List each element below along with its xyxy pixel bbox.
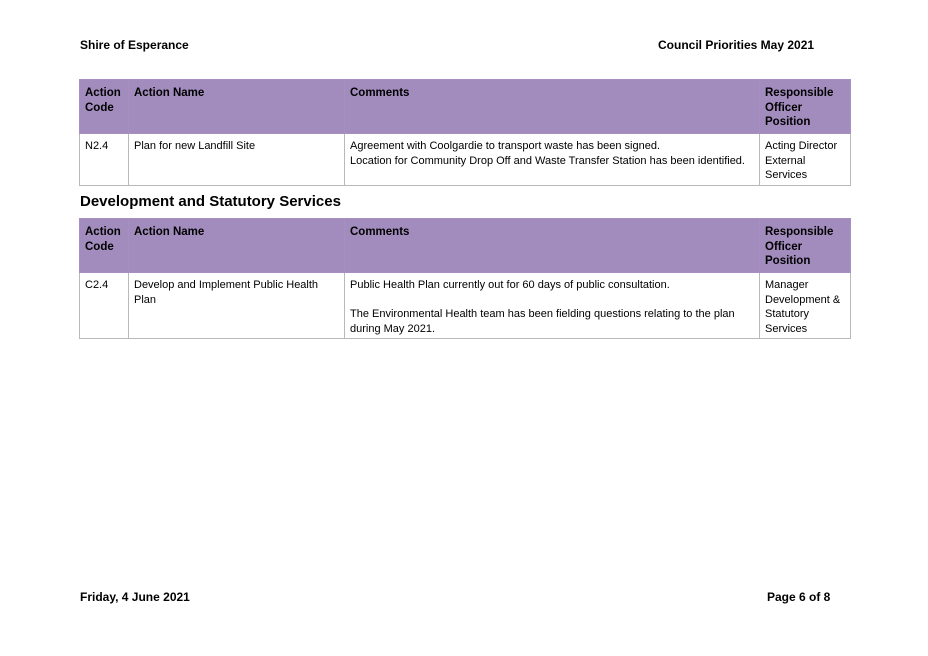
- table-header-row: [80, 219, 851, 273]
- comments-cell: [345, 273, 760, 339]
- footer-page-number: Page 6 of 8: [767, 590, 831, 604]
- comment-spacer: [350, 293, 754, 308]
- column-header-responsible-officer: Responsible Officer Position: [760, 80, 851, 134]
- column-header-responsible-officer: Responsible Officer Position: [760, 219, 851, 273]
- action-code-cell: N2.4: [80, 134, 129, 186]
- table-row: [80, 273, 851, 339]
- comment-line: Public Health Plan currently out for 60 days of public consultation.: [350, 279, 670, 291]
- document-header-title: Council Priorities May 2021: [658, 38, 815, 52]
- action-code-cell: C2.4: [80, 273, 129, 339]
- column-header-comments: Comments: [345, 80, 760, 134]
- priorities-table-2: [79, 218, 851, 339]
- table-row: [80, 134, 851, 186]
- comment-line: Location for Community Drop Off and Waste Transfer Station has been identified.: [350, 154, 745, 167]
- document-header-organisation: Shire of Esperance: [80, 38, 189, 52]
- column-header-action-code: Action Code: [80, 80, 129, 134]
- footer-date: Friday, 4 June 2021: [80, 590, 190, 604]
- section-heading: Development and Statutory Services: [80, 193, 341, 210]
- action-name-cell: Develop and Implement Public Health Plan: [129, 273, 345, 339]
- action-name-cell: Plan for new Landfill Site: [129, 134, 345, 186]
- comment-line: The Environmental Health team has been fielding questions relating to the plan during May 2021.: [350, 308, 735, 335]
- comment-line: Agreement with Coolgardie to transport waste has been signed.: [350, 140, 661, 152]
- column-header-action-code: Action Code: [80, 219, 129, 273]
- column-header-comments: Comments: [345, 219, 760, 273]
- column-header-action-name: Action Name: [129, 219, 345, 273]
- column-header-action-name: Action Name: [129, 80, 345, 134]
- comments-cell: [345, 134, 760, 186]
- priorities-table-1: [79, 79, 851, 186]
- responsible-officer-cell: Manager Development & Statutory Services: [760, 273, 851, 339]
- table-header-row: [80, 80, 851, 134]
- responsible-officer-cell: Acting Director External Services: [760, 134, 851, 186]
